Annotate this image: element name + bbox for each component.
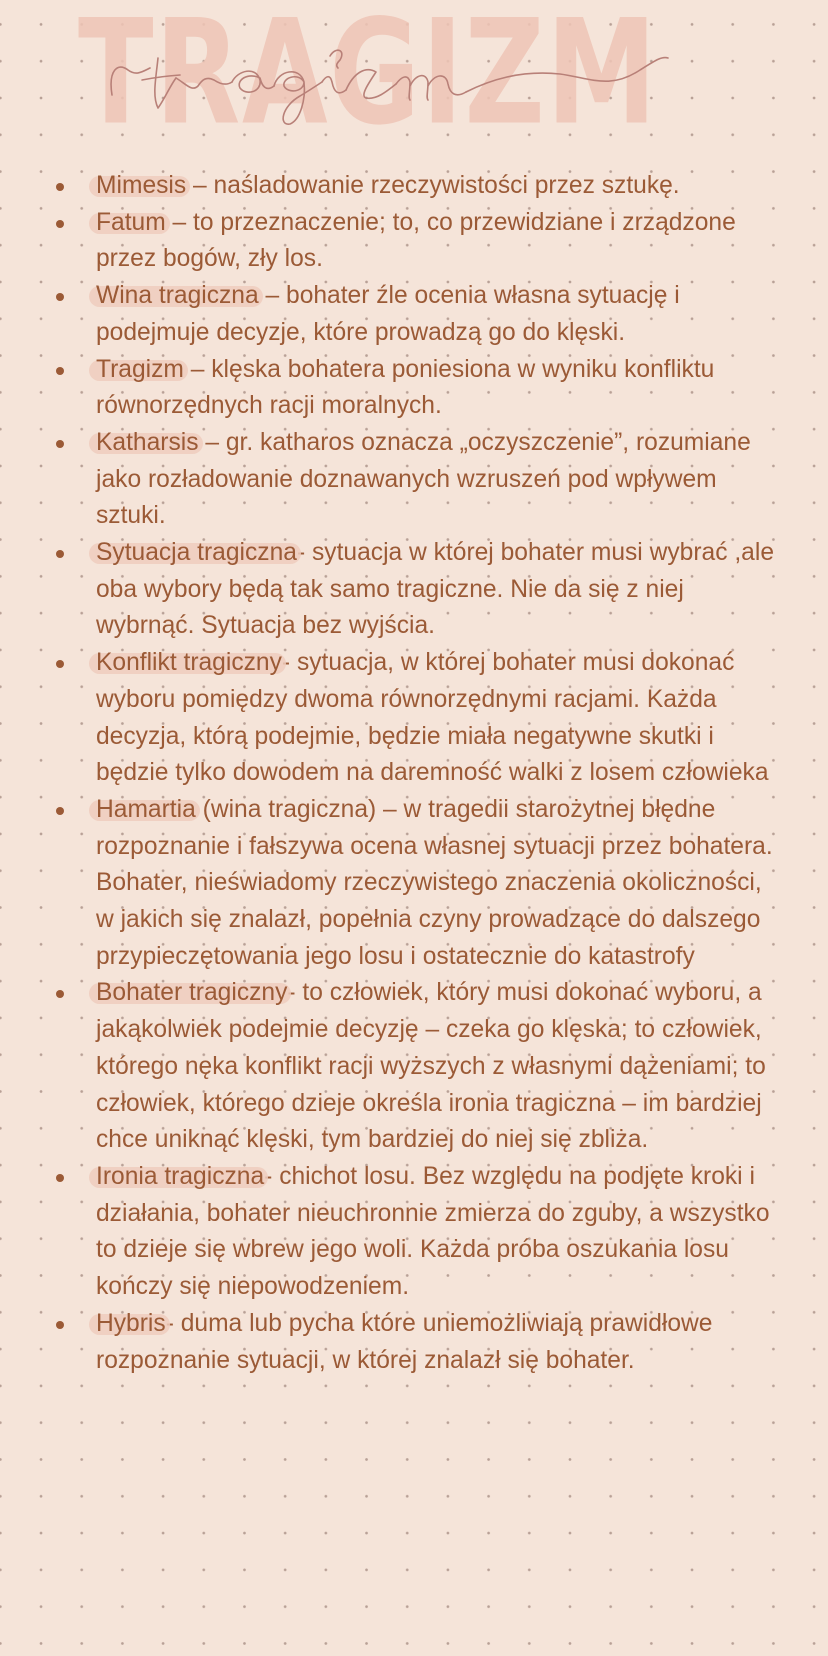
term-definition: sytuacja w której bohater musi wybrać ,ale oba wybory będą tak samo tragiczne. Nie da się z niej wybrnąć. Sytuacja bez wyjścia. <box>96 539 774 640</box>
list-item-bohater-tragiczny <box>0 975 828 1159</box>
term-definition: gr. katharos oznacza „oczyszczenie”, rozumiane jako rozładowanie doznawanych wzruszeń pod wpływem sztuki. <box>96 428 751 530</box>
term-keyword: Ironia tragiczna <box>96 1162 265 1190</box>
term-definition: to przeznaczenie; to, co przewidziane i zrządzone przez bogów, zły los. <box>96 208 736 273</box>
term-keyword: Hamartia <box>96 795 196 823</box>
term-definition: bohater źle ocenia własna sytuację i podejmuje decyzje, które prowadzą go do klęski. <box>96 282 680 346</box>
term-keyword: Wina tragiczna <box>96 282 259 310</box>
term-keyword: Fatum <box>96 208 166 236</box>
term-separator: - <box>296 539 312 567</box>
bullet-icon <box>56 367 64 375</box>
term-keyword: Sytuacja tragiczna <box>96 539 297 567</box>
title-header <box>0 0 828 160</box>
term-definition: klęska bohatera poniesiona w wyniku konfliktu równorzędnych racji moralnych. <box>96 355 715 420</box>
bullet-icon <box>56 660 64 668</box>
list-item-katharsis <box>0 425 828 535</box>
term-definition: duma lub pycha które uniemożliwiają prawidłowe rozpoznanie sytuacji, w której znalazł się bohater. <box>96 1309 713 1374</box>
term-definition: chichot losu. Bez względu na podjęte kroki i działania, bohater nieuchronnie zmierza do zguby, a wszystko to dzieje się wbrew jego woli. Każda próba oszukania losu kończy się niepowodzeniem. <box>96 1162 770 1301</box>
list-item-hamartia <box>0 792 828 976</box>
list-item-ironia-tragiczna <box>0 1159 828 1306</box>
bullet-icon <box>56 440 64 448</box>
term-definition: sytuacja, w której bohater musi dokonać wyboru pomiędzy dwoma równorzędnymi racjami. Każda decyzja, którą podejmie, będzie miała negatywne skutki i będzie tylko dowodem na daremność walki z losem człowieka <box>96 649 769 787</box>
term-keyword: Tragizm <box>96 355 184 383</box>
term-keyword: Konflikt tragiczny <box>96 649 282 677</box>
bullet-icon <box>56 1321 64 1329</box>
term-separator: – <box>186 172 214 199</box>
term-separator: - <box>287 979 303 1007</box>
term-definition: (wina tragiczna) – w tragedii starożytnej błędne rozpoznanie i fałszywa ocena własnej sytuacji przez bohatera. Bohater, nieświadomy rzeczywistego znaczenia okoliczności, w jakich się znalazł, popełnia czyny prowadzące do dalszego przypieczętowania jego losu i ostatecznie do katastrofy <box>96 795 773 970</box>
bullet-icon <box>56 293 64 301</box>
list-item-wina-tragiczna <box>0 278 828 351</box>
term-keyword: Katharsis <box>96 428 199 456</box>
term-separator: – <box>258 282 287 310</box>
list-item-konflikt-tragiczny <box>0 645 828 792</box>
term-definition: naśladowanie rzeczywistości przez sztukę. <box>213 172 680 199</box>
list-item-mimesis <box>0 168 828 205</box>
term-separator: – <box>198 428 226 456</box>
term-keyword: Mimesis <box>96 172 187 199</box>
bullet-icon <box>56 807 64 815</box>
term-keyword: Hybris <box>96 1309 166 1337</box>
definitions-list-container <box>0 168 828 1379</box>
bullet-icon <box>56 1174 64 1182</box>
bullet-icon <box>56 550 64 558</box>
list-item-fatum <box>0 205 828 278</box>
term-separator: – <box>183 355 212 383</box>
list-item-sytuacja-tragiczna <box>0 535 828 645</box>
block-letter-title: TRAGIZM <box>78 0 659 158</box>
term-keyword: Bohater tragiczny <box>96 979 288 1007</box>
bullet-icon <box>56 220 64 228</box>
term-definition: to człowiek, który musi dokonać wyboru, a jakąkolwiek podejmie decyzję – czeka go klęska; to człowiek, którego nęka konflikt racji wyższych z własnymi dążeniami; to człowiek, którego dzieje określa ironia tragiczna – im bardziej chce uniknąć klęski, tym bardziej do niej się zbliża. <box>96 979 766 1154</box>
list-item-tragizm <box>0 352 828 425</box>
bullet-icon <box>56 990 64 998</box>
bullet-icon <box>56 183 64 191</box>
term-separator: – <box>165 208 194 236</box>
list-item-hybris <box>0 1306 828 1379</box>
term-separator: - <box>264 1162 280 1190</box>
definitions-list <box>0 168 828 1379</box>
term-separator: - <box>165 1309 181 1337</box>
term-separator: - <box>281 649 297 677</box>
